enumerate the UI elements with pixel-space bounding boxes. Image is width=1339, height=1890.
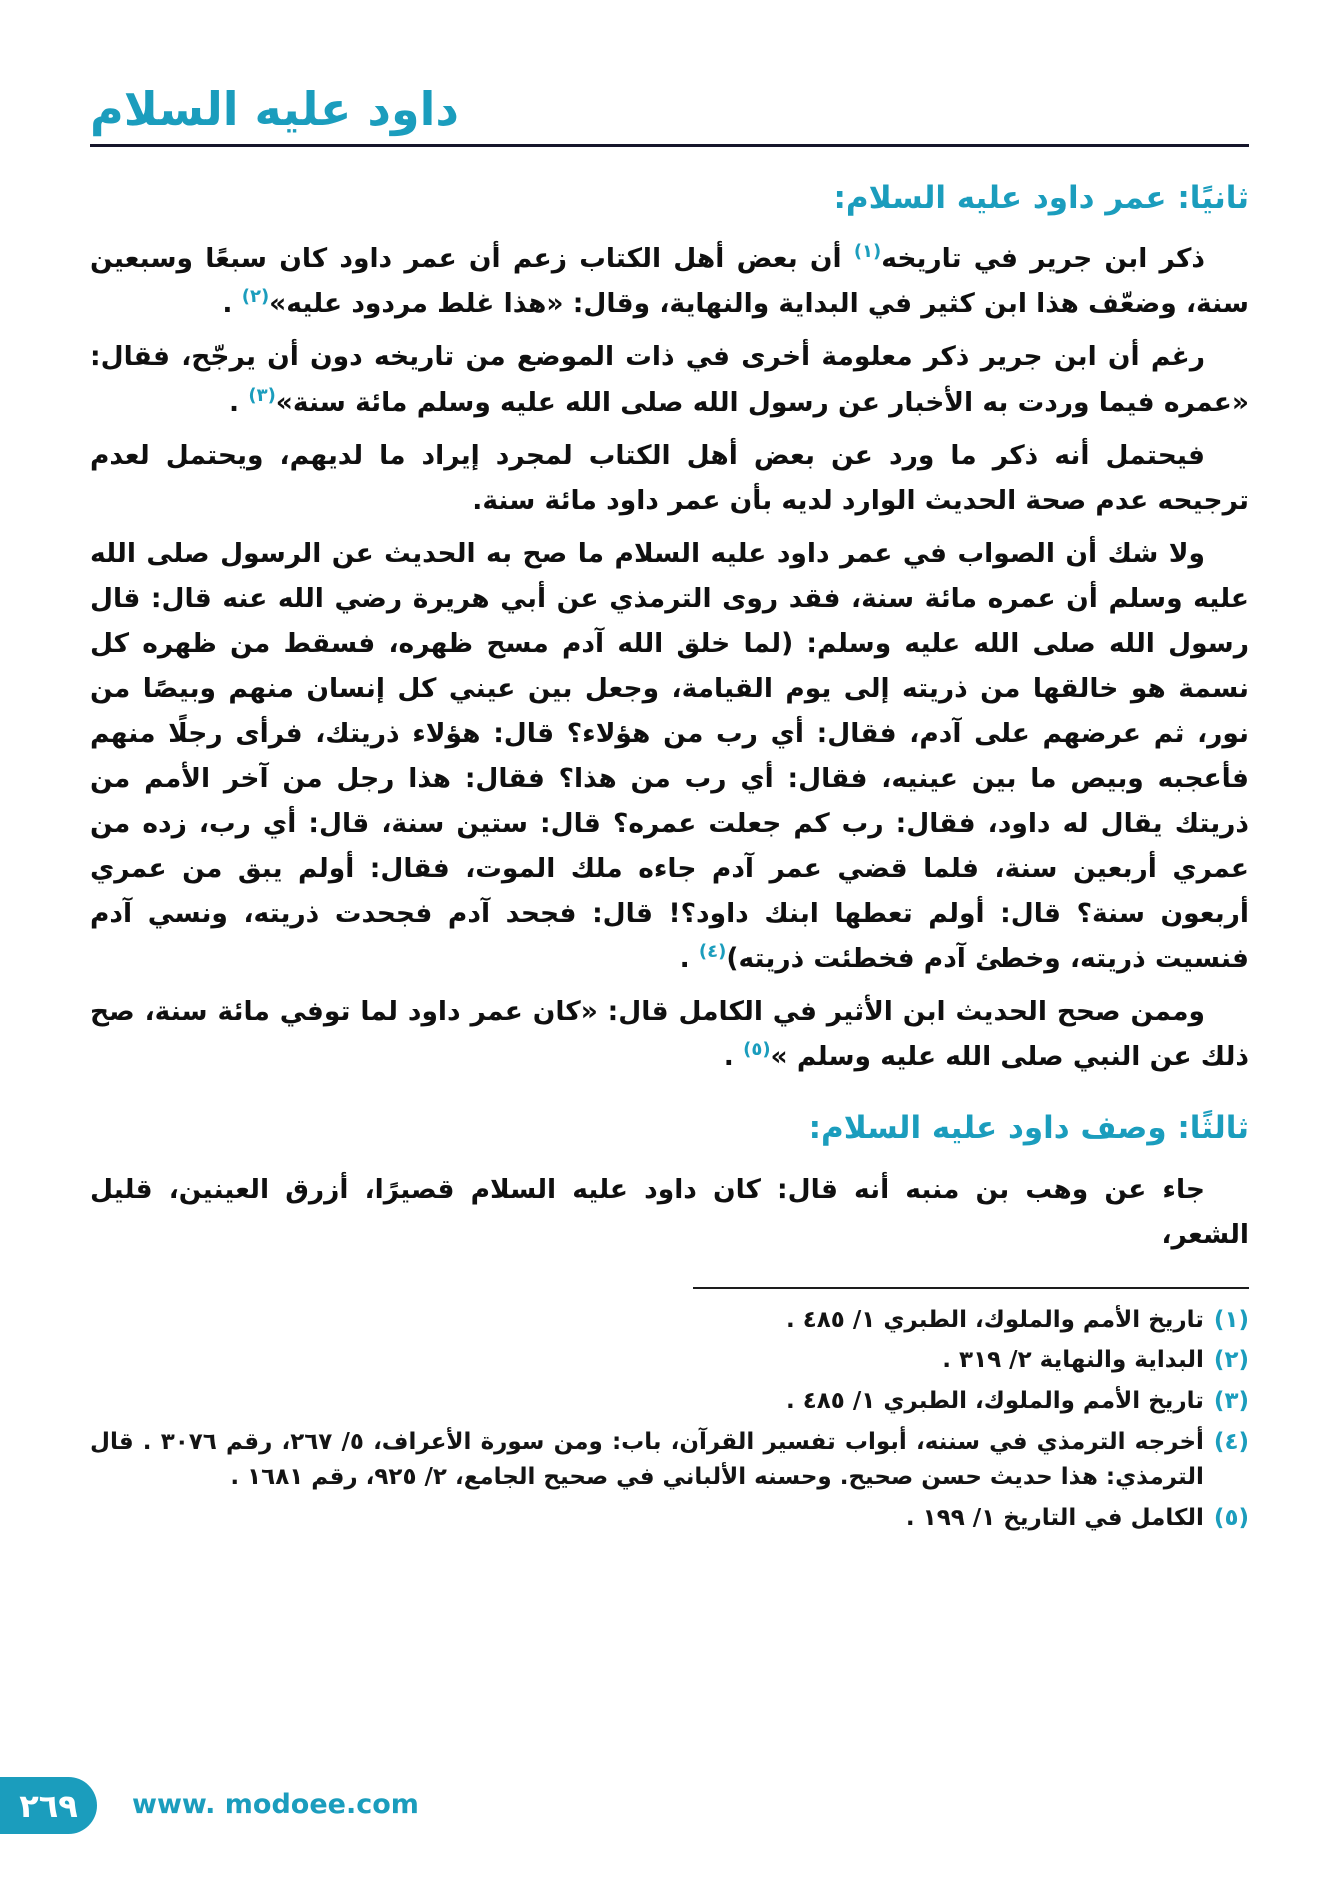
footnote-number: (٥) [1213, 1504, 1249, 1531]
section-heading-third: ثالثًا: وصف داود عليه السلام: [808, 1110, 1249, 1147]
footnote-marker: (٤) [698, 941, 727, 963]
footnote [90, 1501, 1249, 1537]
running-head-title: داود عليه السلام [90, 82, 459, 136]
page-number-badge [0, 1777, 97, 1834]
paragraph: ذكر ابن جرير في تاريخه$^{(١)}$ أن بعض أهل الكتاب زعم أن عمر داود كان سبعًا وسبعين سنة، وضعّف هذا ابن كثير في البداية والنهاية، وقال: «هذا غلط مردود عليه»$^{(٢)}$ . [90, 241, 1249, 320]
paragraph: ولا شك أن الصواب في عمر داود عليه السلام ما صح به الحديث عن الرسول صلى الله عليه وسلم أن عمره مائة سنة، فقد روى الترمذي عن أبي هريرة رضي الله عنه قال: قال رسول الله صلى الله عليه وسلم: (لما خلق الله آدم مسح ظهره، فسقط من ظهره كل نسمة هو خالقها من ذريته إلى يوم القيامة، وجعل بين عيني كل إنسان منهم وبيصًا من نور، ثم عرضهم على آدم، فقال: أي رب من هؤلاء؟ قال: هؤلاء ذريتك، فرأى رجلًا منهم فأعجبه وبيص ما بين عينيه، فقال: أي رب من هذا؟ فقال: هذا رجل من آخر الأمم من ذريتك يقال له داود، فقال: رب كم جعلت عمره؟ قال: ستين سنة، قال: أي رب، زده من عمري أربعين سنة، فلما قضي عمر آدم جاءه ملك الموت، فقال: أولم يبق من عمري أربعون سنة؟ قال: أولم تعطها ابنك داود؟! قال: فجحد آدم فجحدت ذريته، ونسي آدم فنسيت ذريته، وخطئ آدم فخطئت ذريته)$^{(٤)}$ . [90, 537, 1249, 975]
footnote-marker: (٣) [248, 384, 276, 406]
footnote-text: تاريخ الأمم والملوك، الطبري ١/ ٤٨٥ . [785, 1306, 1204, 1333]
paragraph: فيحتمل أنه ذكر ما ورد عن بعض أهل الكتاب لمجرد إيراد ما لديهم، ويحتمل لعدم ترجيحه عدم صحة الحديث الوارد لديه بأن عمر داود مائة سنة. [90, 439, 1249, 516]
footnote-text: أخرجه الترمذي في سننه، أبواب تفسير القرآن، باب: ومن سورة الأعراف، ٥/ ٢٦٧، رقم ٣٠٧٦ . قال الترمذي: هذا حديث حسن صحيح. وحسنه الألباني في صحيح الجامع، ٢/ ٩٢٥، رقم ١٦٨١ . [90, 1428, 1204, 1491]
main-text [90, 177, 1249, 1257]
paragraph: وممن صحح الحديث ابن الأثير في الكامل قال: «كان عمر داود لما توفي مائة سنة، صح ذلك عن النبي صلى الله عليه وسلم »$^{(٥)}$ . [90, 996, 1249, 1073]
footnotes [90, 1287, 1249, 1537]
footnote-text: الكامل في التاريخ ١/ ١٩٩ . [905, 1504, 1204, 1531]
footnote-text: تاريخ الأمم والملوك، الطبري ١/ ٤٨٥ . [785, 1388, 1204, 1414]
footnote [90, 1303, 1249, 1339]
footnote-marker: (٢) [241, 286, 270, 308]
footnote-number: (٣) [1213, 1388, 1249, 1414]
website-url: www. modoee.com [132, 1789, 419, 1820]
footnote [90, 1343, 1249, 1379]
footnote-number: (١) [1213, 1306, 1249, 1333]
page-header [90, 82, 1249, 147]
page-number: ٢٦٩ [19, 1786, 78, 1825]
footnote-marker: (١) [853, 241, 882, 263]
footnote [90, 1384, 1249, 1420]
footnote-number: (٤) [1213, 1428, 1249, 1455]
footnote-marker: (٥) [743, 1039, 771, 1061]
paragraph: جاء عن وهب بن منبه أنه قال: كان داود عليه السلام قصيرًا، أزرق العينين، قليل الشعر، [90, 1173, 1249, 1250]
header-rule [90, 144, 1249, 147]
footnote-separator [693, 1287, 1249, 1289]
footnote [90, 1425, 1249, 1496]
footnote-number: (٢) [1213, 1347, 1249, 1374]
paragraph: رغم أن ابن جرير ذكر معلومة أخرى في ذات الموضع من تاريخه دون أن يرجّح، فقال: «عمره فيما وردت به الأخبار عن رسول الله صلى الله عليه وسلم مائة سنة»$^{(٣)}$ . [90, 341, 1249, 418]
section-heading-second: ثانيًا: عمر داود عليه السلام: [833, 180, 1249, 216]
footnote-text: البداية والنهاية ٢/ ٣١٩ . [942, 1347, 1204, 1374]
